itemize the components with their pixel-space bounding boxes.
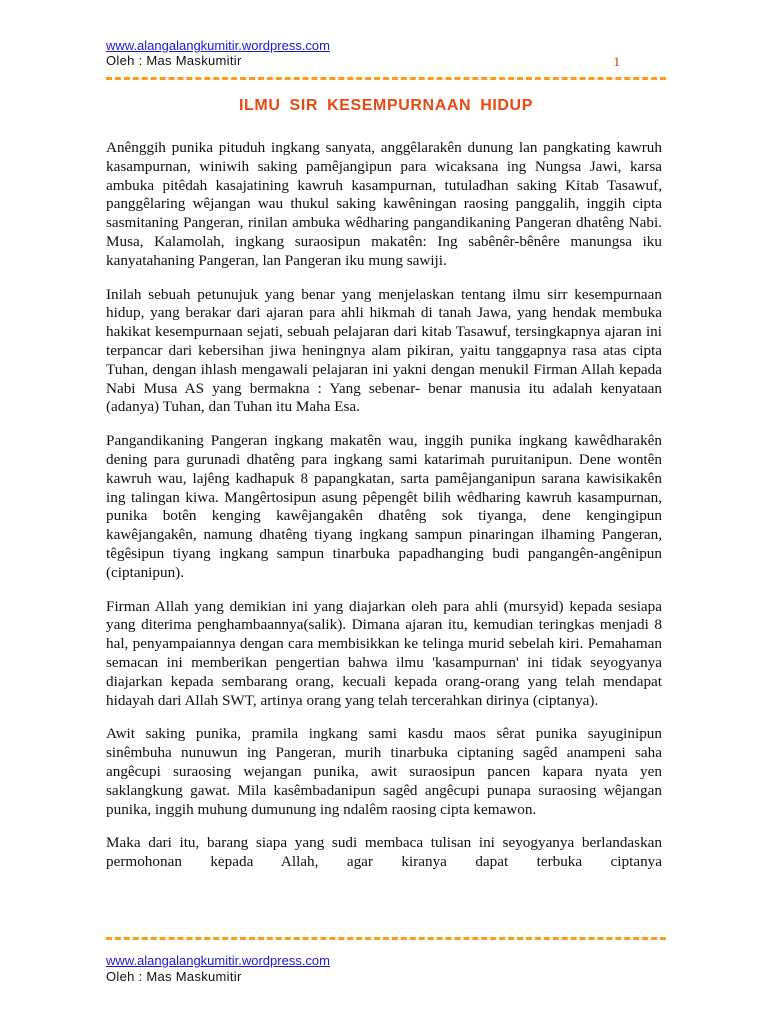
paragraph: Maka dari itu, barang siapa yang sudi membaca tulisan ini seyogyanya berlandaskan permohonan kepada Allah, agar kiranya dapat terbuka ciptanya xyxy=(106,834,662,871)
document-title: ILMU SIR KESEMPURNAAN HIDUP xyxy=(239,97,533,114)
header-dashed-divider xyxy=(106,77,666,83)
footer-dashed-divider xyxy=(106,937,666,943)
footer-author: Oleh : Mas Maskumitir xyxy=(106,969,242,984)
header-author: Oleh : Mas Maskumitir xyxy=(106,53,242,68)
document-body xyxy=(106,139,662,872)
paragraph: Firman Allah yang demikian ini yang diajarkan oleh para ahli (mursyid) kepada sesiapa yang diterima penghambaannya(salik). Dimana ajaran itu, kemudian teringkas menjadi 8 hal, penyampaiannya dengan cara membisikkan ke telinga murid sebelah kiri. Pemahaman semacan ini memberikan pengertian bahwa ilmu 'kasampurnan' ini tidak seyogyanya diajarkan kepada sembarang orang, kecuali kepada orang-orang yang telah mendapat hidayah dari Allah SWT, artinya orang yang telah tercerahkan dirinya (ciptanya). xyxy=(106,597,662,709)
paragraph: Pangandikaning Pangeran ingkang makatên wau, inggih punika ingkang kawêdharakên dening para gurunadi dhatêng para ingkang sami katarimah puruitanipun. Dene wontên kawruh wau, lajêng kadhapuk 8 papangkatan, sarta pamêjanganipun sarana kawisikakên ing talingan kiwa. Mangêrtosipun asung pêpengêt bilih wêdharing kawruh kasampurnan, punika botên kenging kawêjangakên dhatêng sok tiyanga, dene kengingipun kawêjangakên, namung dhatêng tiyang ingkang sampun pinaringan ilhaming Pangeran, têgêsipun tiyang ingkang sampun tinarbuka papadhanging budi pangangên-angênipun (ciptanipun). xyxy=(106,432,662,581)
paragraph: Inilah sebuah petunujuk yang benar yang menjelaskan tentang ilmu sirr kesempurnaan hidup, yang berakar dari ajaran para ahli hikmah di tanah Jawa, yang hendak membuka hakikat kesempurnaan sejati, sebuah pelajaran dari kitab Tasawuf, tersingkapnya ajaran ini terpancar dari kebersihan jiwa heningnya alam pikiran, yaitu tanggapnya rasa atas cipta Tuhan, dengan ihlash mengawali pelajaran ini yakni dengan menukil Firman Allah kepada Nabi Musa AS yang bermakna : Yang sebenar- benar manusia itu adalah kenyataan (adanya) Tuhan, dan Tuhan itu Maha Esa. xyxy=(106,285,662,416)
footer-website-link[interactable]: www.alangalangkumitir.wordpress.com xyxy=(106,953,330,968)
page-number: 1 xyxy=(613,54,620,69)
paragraph: Anênggih punika pituduh ingkang sanyata, anggêlarakên dunung lan pangkating kawruh kasampurnan, winiwih saking pamêjangipun para wicaksana ing Nungsa Jawi, karsa ambuka pitêdah kasajatining kawruh kasampurnan, tutuladhan saking Kitab Tasawuf, panggêlaring wêjangan wau thukul saking kawêningan raosing panggalih, inggih cipta sasmitaning Pangeran, rinilan ambuka wêdharing pangandikaning Pangeran dhatêng Nabi. Musa, Kalamolah, ingkang suraosipun makatên: Ing sabênêr-bênêre manungsa iku kanyatahaning Pangeran, lan Pangeran iku mung sawiji. xyxy=(106,139,662,269)
header-website-link[interactable]: www.alangalangkumitir.wordpress.com xyxy=(106,38,330,53)
paragraph: Awit saking punika, pramila ingkang sami kasdu maos sêrat punika sayuginipun sinêmbuha nunuwun ing Pangeran, murih tinarbuka ciptaning sagêd anampeni saha angêcupi suraosing wejangan punika, awit suraosipun pancen kapara nyata yen saklangkung gawat. Mila kasêmbadanipun sagêd angêcupi punapa suraosing wêjangan punika, inggih muhung dumunung ing ndalêm raosing cipta kemawon. xyxy=(106,725,662,818)
